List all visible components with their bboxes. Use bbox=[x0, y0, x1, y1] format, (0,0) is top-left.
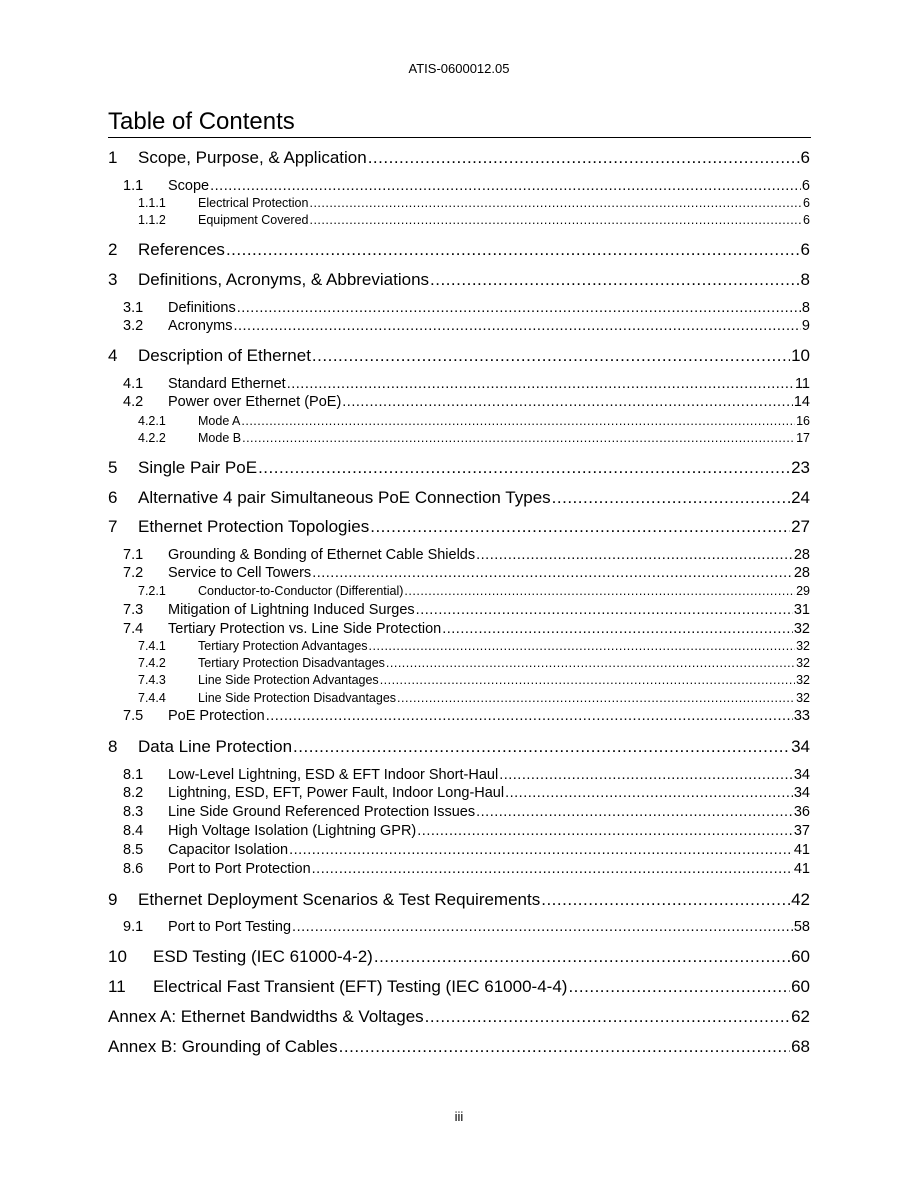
toc-entry-page: 28 bbox=[793, 547, 810, 563]
toc-entry-label: Scope, Purpose, & Application bbox=[138, 148, 367, 167]
toc-entry-label: Standard Ethernet bbox=[168, 376, 286, 392]
toc-dot-leader bbox=[476, 804, 793, 821]
toc-entry-number: 1 bbox=[108, 148, 118, 167]
toc-entry-number: 5 bbox=[108, 458, 118, 477]
toc-entry[interactable] bbox=[108, 148, 810, 168]
toc-dot-leader bbox=[369, 639, 796, 654]
toc-dot-leader bbox=[287, 376, 794, 393]
toc-dot-leader bbox=[476, 547, 793, 564]
toc-entry-page: 32 bbox=[796, 673, 810, 687]
toc-entry-number: 7.3 bbox=[123, 602, 144, 618]
toc-entry-label: Tertiary Protection Advantages bbox=[198, 639, 368, 653]
toc-entry-page: 34 bbox=[793, 767, 810, 783]
toc-entry-label: Line Side Ground Referenced Protection Issues bbox=[168, 804, 476, 820]
toc-entry-number: 4.2 bbox=[123, 394, 144, 410]
toc-dot-leader bbox=[342, 394, 793, 411]
toc-entry[interactable] bbox=[108, 1037, 810, 1057]
toc-dot-leader bbox=[417, 823, 793, 840]
toc-entry[interactable] bbox=[108, 240, 810, 260]
toc-entry-label: Annex B: Grounding of Cables bbox=[108, 1037, 338, 1056]
toc-entry-number: 8 bbox=[108, 737, 118, 756]
toc-entry-label: Alternative 4 pair Simultaneous PoE Connection Types bbox=[138, 488, 551, 507]
toc-entry-page: 10 bbox=[791, 346, 810, 365]
toc-entry-number: 8.6 bbox=[123, 861, 144, 877]
toc-dot-leader bbox=[242, 431, 795, 446]
toc-entry-label: Acronyms bbox=[168, 318, 233, 334]
toc-dot-leader bbox=[505, 785, 793, 802]
toc-entry-number: 7.2.1 bbox=[138, 584, 166, 598]
toc-entry-page: 27 bbox=[791, 517, 810, 536]
toc-dot-leader bbox=[292, 919, 793, 936]
toc-dot-leader bbox=[552, 488, 790, 508]
toc-entry-label: Data Line Protection bbox=[138, 737, 293, 756]
toc-entry[interactable] bbox=[108, 1007, 810, 1027]
toc-entry[interactable] bbox=[108, 565, 810, 582]
toc-dot-leader bbox=[237, 300, 801, 317]
toc-entry[interactable] bbox=[108, 861, 810, 878]
toc-entry-page: 32 bbox=[793, 621, 810, 637]
toc-entry[interactable] bbox=[108, 488, 810, 508]
toc-dot-leader bbox=[416, 602, 793, 619]
toc-entry[interactable] bbox=[108, 785, 810, 802]
toc-entry-page: 9 bbox=[801, 318, 810, 334]
toc-entry[interactable] bbox=[108, 767, 810, 784]
toc-entry-page: 37 bbox=[793, 823, 810, 839]
toc-entry-number: 7.2 bbox=[123, 565, 144, 581]
toc-entry[interactable] bbox=[108, 517, 810, 537]
toc-entry-page: 41 bbox=[793, 842, 810, 858]
toc-entry-label: Definitions, Acronyms, & Abbreviations bbox=[138, 270, 430, 289]
toc-entry-number: 7.4.3 bbox=[138, 673, 166, 687]
toc-entry-number: 7.4.2 bbox=[138, 656, 166, 670]
toc-entry-page: 32 bbox=[796, 656, 810, 670]
toc-entry[interactable] bbox=[108, 842, 810, 859]
toc-entry-page: 24 bbox=[791, 488, 810, 507]
toc-entry-number: 4.1 bbox=[123, 376, 144, 392]
toc-entry-number: 8.5 bbox=[123, 842, 144, 858]
toc-dot-leader bbox=[293, 737, 790, 757]
toc-entry-number: 8.4 bbox=[123, 823, 144, 839]
toc-entry-number: 9 bbox=[108, 890, 118, 909]
toc-dot-leader bbox=[210, 178, 801, 195]
toc-title: Table of Contents bbox=[108, 108, 811, 138]
toc-entry-label: Mitigation of Lightning Induced Surges bbox=[168, 602, 415, 618]
toc-entry[interactable] bbox=[108, 977, 810, 997]
toc-dot-leader bbox=[425, 1007, 790, 1027]
toc-entry-page: 41 bbox=[793, 861, 810, 877]
toc-entry-number: 7.4 bbox=[123, 621, 144, 637]
toc-entry-label: References bbox=[138, 240, 225, 259]
toc-entry-page: 11 bbox=[794, 376, 810, 392]
toc-entry[interactable] bbox=[108, 804, 810, 821]
toc-entry-label: Capacitor Isolation bbox=[168, 842, 289, 858]
toc-entry-label: High Voltage Isolation (Lightning GPR) bbox=[168, 823, 417, 839]
toc-dot-leader bbox=[266, 708, 793, 725]
toc-entry-label: Description of Ethernet bbox=[138, 346, 311, 365]
toc-entry-label: Mode A bbox=[198, 414, 241, 428]
toc-entry-page: 34 bbox=[791, 737, 810, 756]
toc-entry-number: 6 bbox=[108, 488, 118, 507]
toc-entry-label: PoE Protection bbox=[168, 708, 265, 724]
toc-entry-label: Grounding & Bonding of Ethernet Cable Shields bbox=[168, 547, 476, 563]
toc-entry-page: 6 bbox=[803, 213, 810, 227]
toc-entry-number: 2 bbox=[108, 240, 118, 259]
toc-entry-number: 3.1 bbox=[123, 300, 144, 316]
toc-entry[interactable] bbox=[108, 270, 810, 290]
toc-entry-label: ESD Testing (IEC 61000-4-2) bbox=[153, 947, 373, 966]
toc-dot-leader bbox=[241, 414, 795, 429]
toc-entry-page: 6 bbox=[800, 240, 810, 259]
toc-entry-number: 1.1.2 bbox=[138, 213, 166, 227]
toc-entry-page: 32 bbox=[796, 691, 810, 705]
toc-entry-number: 1.1 bbox=[123, 178, 144, 194]
toc-entry-page: 16 bbox=[796, 414, 810, 428]
toc-entry-number: 9.1 bbox=[123, 919, 144, 935]
toc-entry-page: 58 bbox=[793, 919, 810, 935]
toc-entry[interactable] bbox=[108, 547, 810, 564]
toc-entry-label: Equipment Covered bbox=[198, 213, 309, 227]
document-id: ATIS-0600012.05 bbox=[408, 61, 510, 76]
toc-entry[interactable] bbox=[108, 394, 810, 411]
toc-entry-number: 7.5 bbox=[123, 708, 144, 724]
toc-entry[interactable] bbox=[108, 602, 810, 619]
toc-entry-page: 6 bbox=[800, 148, 810, 167]
toc-dot-leader bbox=[397, 691, 795, 706]
toc-dot-leader bbox=[226, 240, 800, 260]
toc-entry-page: 36 bbox=[793, 804, 810, 820]
toc-entry-label: Power over Ethernet (PoE) bbox=[168, 394, 342, 410]
toc-entry-number: 4.2.1 bbox=[138, 414, 166, 428]
toc-entry-number: 10 bbox=[108, 947, 127, 966]
toc-entry-page: 6 bbox=[803, 196, 810, 210]
toc-entry[interactable] bbox=[108, 737, 810, 757]
toc-entry-label: Scope bbox=[168, 178, 210, 194]
toc-entry-number: 8.2 bbox=[123, 785, 144, 801]
toc-entry-page: 28 bbox=[793, 565, 810, 581]
toc-entry-label: Port to Port Protection bbox=[168, 861, 311, 877]
toc-entry-number: 3 bbox=[108, 270, 118, 289]
toc-entry-number: 7.1 bbox=[123, 547, 144, 563]
toc-entry-number: 8.1 bbox=[123, 767, 144, 783]
toc-dot-leader bbox=[312, 346, 790, 366]
toc-dot-leader bbox=[499, 767, 793, 784]
toc-entry-number: 1.1.1 bbox=[138, 196, 166, 210]
toc-entry-page: 33 bbox=[793, 708, 810, 724]
toc-dot-leader bbox=[568, 977, 790, 997]
toc-entry-label: Line Side Protection Advantages bbox=[198, 673, 379, 687]
toc-entry-page: 23 bbox=[791, 458, 810, 477]
toc-entry-label: Ethernet Protection Topologies bbox=[138, 517, 370, 536]
toc-entry[interactable] bbox=[108, 414, 810, 429]
toc-entry[interactable] bbox=[108, 196, 810, 211]
toc-entry-page: 6 bbox=[801, 178, 810, 194]
toc-entry-page: 8 bbox=[800, 270, 810, 289]
toc-entry-page: 42 bbox=[791, 890, 810, 909]
toc-entry-label: Lightning, ESD, EFT, Power Fault, Indoor Long-Haul bbox=[168, 785, 505, 801]
toc-entry-label: Tertiary Protection Disadvantages bbox=[198, 656, 385, 670]
toc-entry[interactable] bbox=[108, 213, 810, 228]
toc-entry-page: 60 bbox=[791, 947, 810, 966]
toc-dot-leader bbox=[312, 565, 793, 582]
toc-entry-label: Annex A: Ethernet Bandwidths & Voltages bbox=[108, 1007, 424, 1026]
toc-entry-number: 7 bbox=[108, 517, 118, 536]
toc-entry-page: 31 bbox=[793, 602, 810, 618]
toc-entry-page: 34 bbox=[793, 785, 810, 801]
toc-dot-leader bbox=[258, 458, 790, 478]
toc-dot-leader bbox=[233, 318, 800, 335]
toc-entry[interactable] bbox=[108, 318, 810, 335]
toc-entry[interactable] bbox=[108, 656, 810, 671]
toc-entry-label: Port to Port Testing bbox=[168, 919, 292, 935]
toc-entry[interactable] bbox=[108, 376, 810, 393]
toc-dot-leader bbox=[442, 621, 793, 638]
toc-entry[interactable] bbox=[108, 639, 810, 654]
toc-entry-label: Low-Level Lightning, ESD & EFT Indoor Short-Haul bbox=[168, 767, 499, 783]
toc-entry[interactable] bbox=[108, 458, 810, 478]
toc-entry[interactable] bbox=[108, 823, 810, 840]
toc-entry[interactable] bbox=[108, 300, 810, 317]
toc-entry-number: 7.4.1 bbox=[138, 639, 166, 653]
toc-entry-number: 8.3 bbox=[123, 804, 144, 820]
toc-entry-label: Electrical Fast Transient (EFT) Testing (IEC 61000-4-4) bbox=[153, 977, 568, 996]
toc-entry-page: 14 bbox=[793, 394, 810, 410]
toc-entry-number: 7.4.4 bbox=[138, 691, 166, 705]
toc-dot-leader bbox=[541, 890, 790, 910]
toc-dot-leader bbox=[312, 861, 793, 878]
toc-dot-leader bbox=[289, 842, 793, 859]
toc-entry[interactable] bbox=[108, 919, 810, 936]
toc-entry-label: Definitions bbox=[168, 300, 236, 316]
toc-dot-leader bbox=[368, 148, 800, 168]
toc-entry[interactable] bbox=[108, 708, 810, 725]
toc-dot-leader bbox=[374, 947, 790, 967]
toc-dot-leader bbox=[380, 673, 795, 688]
toc-entry-label: Electrical Protection bbox=[198, 196, 309, 210]
toc-entry[interactable] bbox=[108, 673, 810, 688]
toc-entry-page: 68 bbox=[791, 1037, 810, 1056]
toc-dot-leader bbox=[430, 270, 800, 290]
toc-entry-label: Line Side Protection Disadvantages bbox=[198, 691, 397, 705]
toc-entry-label: Single Pair PoE bbox=[138, 458, 258, 477]
toc-entry[interactable] bbox=[108, 947, 810, 967]
page-number: iii bbox=[454, 1109, 464, 1124]
toc-dot-leader bbox=[386, 656, 795, 671]
toc-dot-leader bbox=[309, 213, 802, 228]
toc-entry-page: 29 bbox=[796, 584, 810, 598]
toc-entry-page: 17 bbox=[796, 431, 810, 445]
toc-entry[interactable] bbox=[108, 346, 810, 366]
toc-entry-page: 8 bbox=[801, 300, 810, 316]
toc-dot-leader bbox=[339, 1037, 790, 1057]
toc-entry-label: Tertiary Protection vs. Line Side Protection bbox=[168, 621, 442, 637]
toc-entry-number: 11 bbox=[108, 977, 126, 996]
toc-entry-label: Ethernet Deployment Scenarios & Test Requirements bbox=[138, 890, 541, 909]
toc-dot-leader bbox=[404, 584, 795, 599]
toc-entry-page: 32 bbox=[796, 639, 810, 653]
toc-entry-page: 60 bbox=[791, 977, 810, 996]
toc-entry[interactable] bbox=[108, 431, 810, 446]
toc-dot-leader bbox=[370, 517, 790, 537]
toc-entry[interactable] bbox=[108, 178, 810, 195]
toc-entry[interactable] bbox=[108, 621, 810, 638]
toc-entry-page: 62 bbox=[791, 1007, 810, 1026]
toc-entry-label: Conductor-to-Conductor (Differential) bbox=[198, 584, 404, 598]
toc-entry-number: 3.2 bbox=[123, 318, 144, 334]
toc-entry-label: Service to Cell Towers bbox=[168, 565, 312, 581]
toc-entry[interactable] bbox=[108, 691, 810, 706]
toc-entry-number: 4.2.2 bbox=[138, 431, 166, 445]
toc-entry-number: 4 bbox=[108, 346, 118, 365]
toc-entry-label: Mode B bbox=[198, 431, 242, 445]
toc-entry[interactable] bbox=[108, 890, 810, 910]
toc-dot-leader bbox=[309, 196, 802, 211]
toc-entry[interactable] bbox=[108, 584, 810, 599]
